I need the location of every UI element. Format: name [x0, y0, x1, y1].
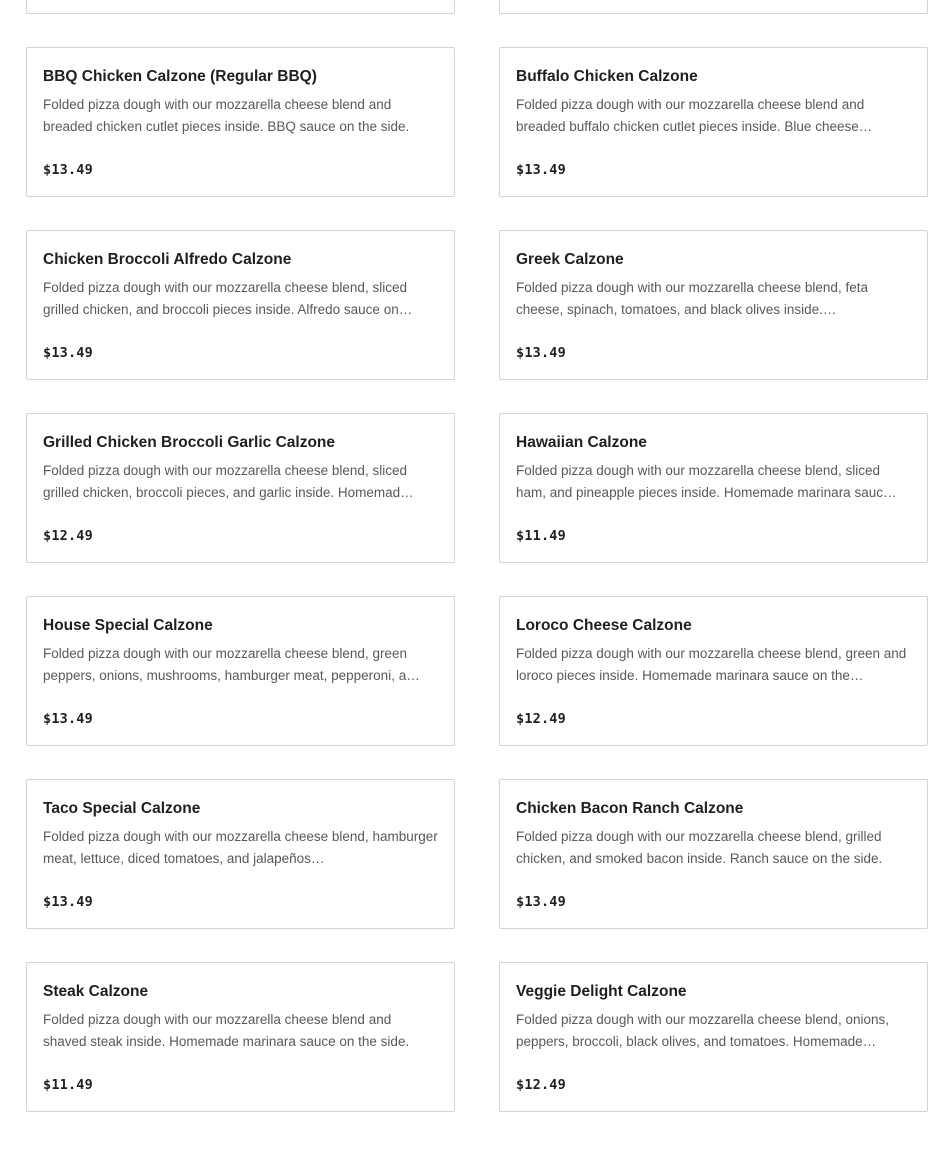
menu-item-name: BBQ Chicken Calzone (Regular BBQ): [43, 68, 317, 85]
menu-item-price: $13.49: [516, 162, 566, 178]
menu-item-card[interactable]: [26, 230, 455, 380]
menu-item-card[interactable]: [499, 230, 928, 380]
menu-item-price: $13.49: [43, 711, 93, 727]
menu-item-price: $13.49: [516, 345, 566, 361]
menu-item-name: Loroco Cheese Calzone: [516, 617, 692, 634]
menu-item-name: Steak Calzone: [43, 983, 149, 1000]
menu-item-price: $11.49: [516, 528, 566, 544]
menu-item-card[interactable]: [499, 47, 928, 197]
menu-item-card[interactable]: [499, 413, 928, 563]
menu-item-price: $13.49: [43, 162, 93, 178]
menu-item-card[interactable]: [26, 962, 455, 1112]
menu-item-name: Buffalo Chicken Calzone: [516, 68, 698, 85]
menu-item-price: $11.49: [43, 1077, 93, 1093]
menu-item-name: House Special Calzone: [43, 617, 213, 634]
menu-item-card[interactable]: [499, 779, 928, 929]
menu-item-card[interactable]: [499, 596, 928, 746]
menu-item-card[interactable]: [26, 779, 455, 929]
menu-item-name: Chicken Bacon Ranch Calzone: [516, 800, 744, 817]
menu-item-name: Grilled Chicken Broccoli Garlic Calzone: [43, 434, 336, 451]
menu-item-card[interactable]: [499, 962, 928, 1112]
menu-item-description: Folded pizza dough with our mozzarella cheese blend, green peppers, onions, mushrooms, hamburger meat, pepperoni, a…: [43, 646, 420, 683]
menu-item-card[interactable]: [26, 0, 455, 14]
menu-item-price: $12.49: [516, 711, 566, 727]
menu-item-name: Taco Special Calzone: [43, 800, 201, 817]
menu-item-name: Veggie Delight Calzone: [516, 983, 687, 1000]
menu-item-name: Chicken Broccoli Alfredo Calzone: [43, 251, 292, 268]
menu-item-price: $13.49: [43, 345, 93, 361]
menu-item-name: Hawaiian Calzone: [516, 434, 647, 451]
menu-item-description: Folded pizza dough with our mozzarella cheese blend, hamburger meat, lettuce, diced tomatoes, and jalapeños…: [43, 829, 438, 866]
menu-item-card[interactable]: [499, 0, 928, 14]
menu-item-description: Folded pizza dough with our mozzarella cheese blend, sliced ham, and pineapple pieces inside. Homemade marinara sauc…: [516, 463, 897, 500]
menu-item-description: Folded pizza dough with our mozzarella cheese blend, green and loroco pieces inside. Homemade marinara sauce on the…: [516, 646, 907, 683]
menu-item-card[interactable]: [26, 413, 455, 563]
menu-item-price: $13.49: [43, 894, 93, 910]
menu-item-price: $13.49: [516, 894, 566, 910]
menu-item-description: Folded pizza dough with our mozzarella cheese blend and breaded buffalo chicken cutlet pieces inside. Blue cheese…: [516, 97, 873, 134]
menu-item-description: Folded pizza dough with our mozzarella cheese blend, grilled chicken, and smoked bacon inside. Ranch sauce on the side.: [516, 829, 883, 866]
menu-item-price: $12.49: [43, 528, 93, 544]
menu-item-name: Greek Calzone: [516, 251, 624, 268]
menu-item-description: Folded pizza dough with our mozzarella cheese blend and breaded chicken cutlet pieces inside. BBQ sauce on the side.: [43, 97, 410, 134]
menu-item-grid: [26, 0, 928, 1112]
menu-item-description: Folded pizza dough with our mozzarella cheese blend, onions, peppers, broccoli, black olives, and tomatoes. Homemade…: [516, 1012, 889, 1049]
menu-item-description: Folded pizza dough with our mozzarella cheese blend, feta cheese, spinach, tomatoes, and black olives inside.…: [516, 280, 868, 317]
menu-item-description: Folded pizza dough with our mozzarella cheese blend and shaved steak inside. Homemade marinara sauce on the side.: [43, 1012, 410, 1049]
menu-item-description: Folded pizza dough with our mozzarella cheese blend, sliced grilled chicken, and broccoli pieces inside. Alfredo sauce on…: [43, 280, 413, 317]
menu-item-card[interactable]: [26, 47, 455, 197]
menu-item-description: Folded pizza dough with our mozzarella cheese blend, sliced grilled chicken, broccoli pieces, and garlic inside. Homemad…: [43, 463, 414, 500]
menu-item-price: $12.49: [516, 1077, 566, 1093]
menu-item-card[interactable]: [26, 596, 455, 746]
